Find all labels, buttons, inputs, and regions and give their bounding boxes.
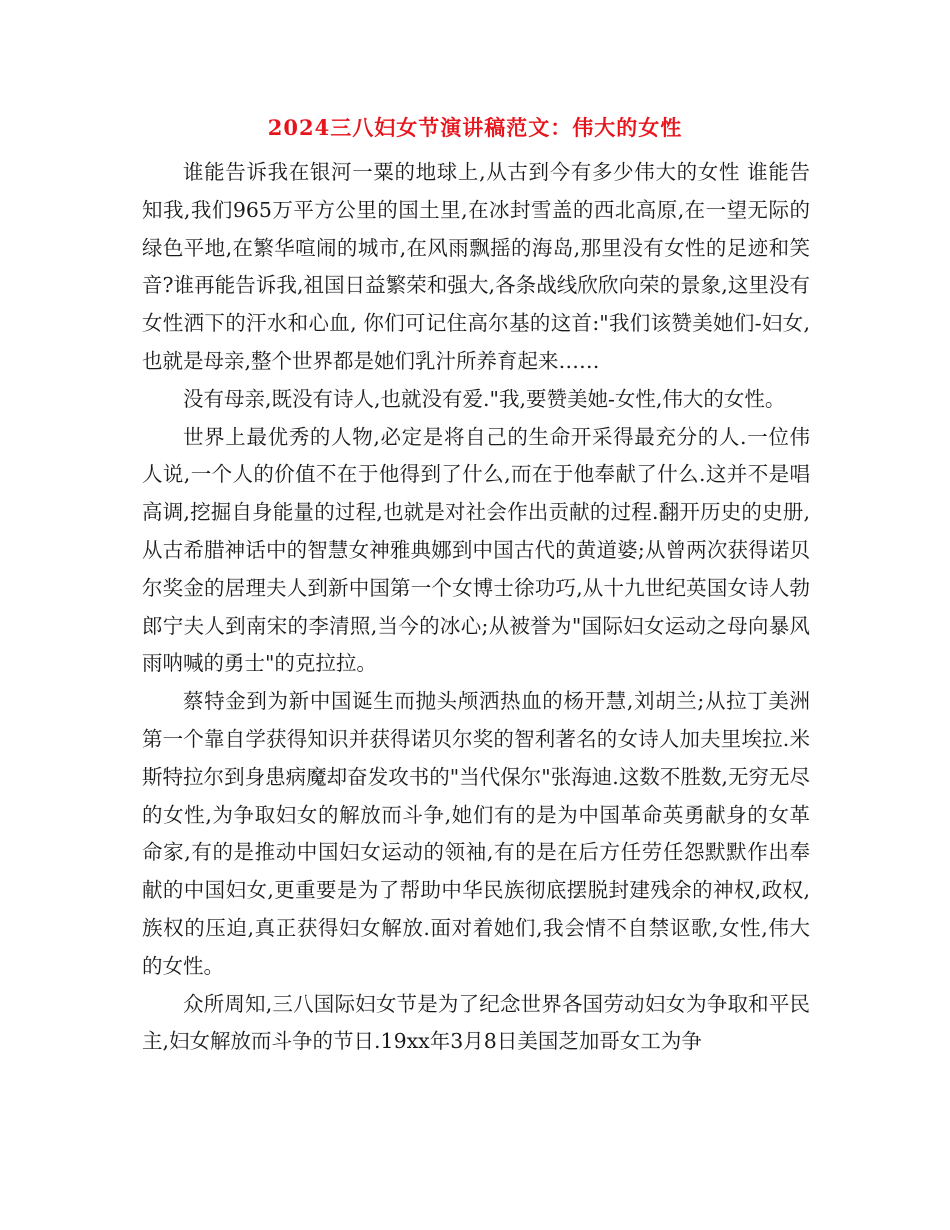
paragraph-5: 众所周知,三八国际妇女节是为了纪念世界各国劳动妇女为争取和平民主,妇女解放而斗争的节日.19xx年3月8日美国芝加哥女工为争 — [142, 991, 810, 1054]
paragraph-1: 谁能告诉我在银河一粟的地球上,从古到今有多少伟大的女性 谁能告知我,我们965万平方公里的国土里,在冰封雪盖的西北高原,在一望无际的绿色平地,在繁华喧闹的城市,在风雨飘摇的海岛,那里没有女性的足迹和笑音?谁再能告诉我,祖国日益繁荣和强大,各条战线欣欣向荣的景象,这里没有女性洒下的汗水和心血, 你们可记住高尔基的这首:"我们该赞美她们-妇女,也就是母亲,整个世界都是她们乳汁所养育起来…… — [142, 160, 810, 373]
paragraph-4: 蔡特金到为新中国诞生而抛头颅洒热血的杨开慧,刘胡兰;从拉丁美洲第一个靠自学获得知识并获得诺贝尔奖的智利著名的女诗人加夫里埃拉.米斯特拉尔到身患病魔却奋发攻书的"当代保尔"张海迪.这数不胜数,无穷无尽的女性,为争取妇女的解放而斗争,她们有的是为中国革命英勇献身的女革命家,有的是推动中国妇女运动的领袖,有的是在后方任劳任怨默默作出奉献的中国妇女,更重要是为了帮助中华民族彻底摆脱封建残余的神权,政权,族权的压迫,真正获得妇女解放.面对着她们,我会情不自禁讴歌,女性,伟大的女性。 — [142, 689, 810, 978]
document-title: 2024三八妇女节演讲稿范文：伟大的女性 — [267, 115, 683, 140]
paragraph-3: 世界上最优秀的人物,必定是将自己的生命开采得最充分的人.一位伟人说,一个人的价值不在于他得到了什么,而在于他奉献了什么.这并不是唱高调,挖掘自身能量的过程,也就是对社会作出贡献的过程.翻开历史的史册,从古希腊神话中的智慧女神雅典娜到中国古代的黄道婆;从曾两次获得诺贝尔奖金的居理夫人到新中国第一个女博士徐功巧,从十九世纪英国女诗人勃郎宁夫人到南宋的李清照,当今的冰心;从被誉为"国际妇女运动之母向暴风雨呐喊的勇士"的克拉拉。 — [142, 424, 810, 676]
document-body — [142, 154, 810, 1061]
paragraph-2: 没有母亲,既没有诗人,也就没有爱."我,要赞美她-女性,伟大的女性。 — [183, 386, 786, 411]
